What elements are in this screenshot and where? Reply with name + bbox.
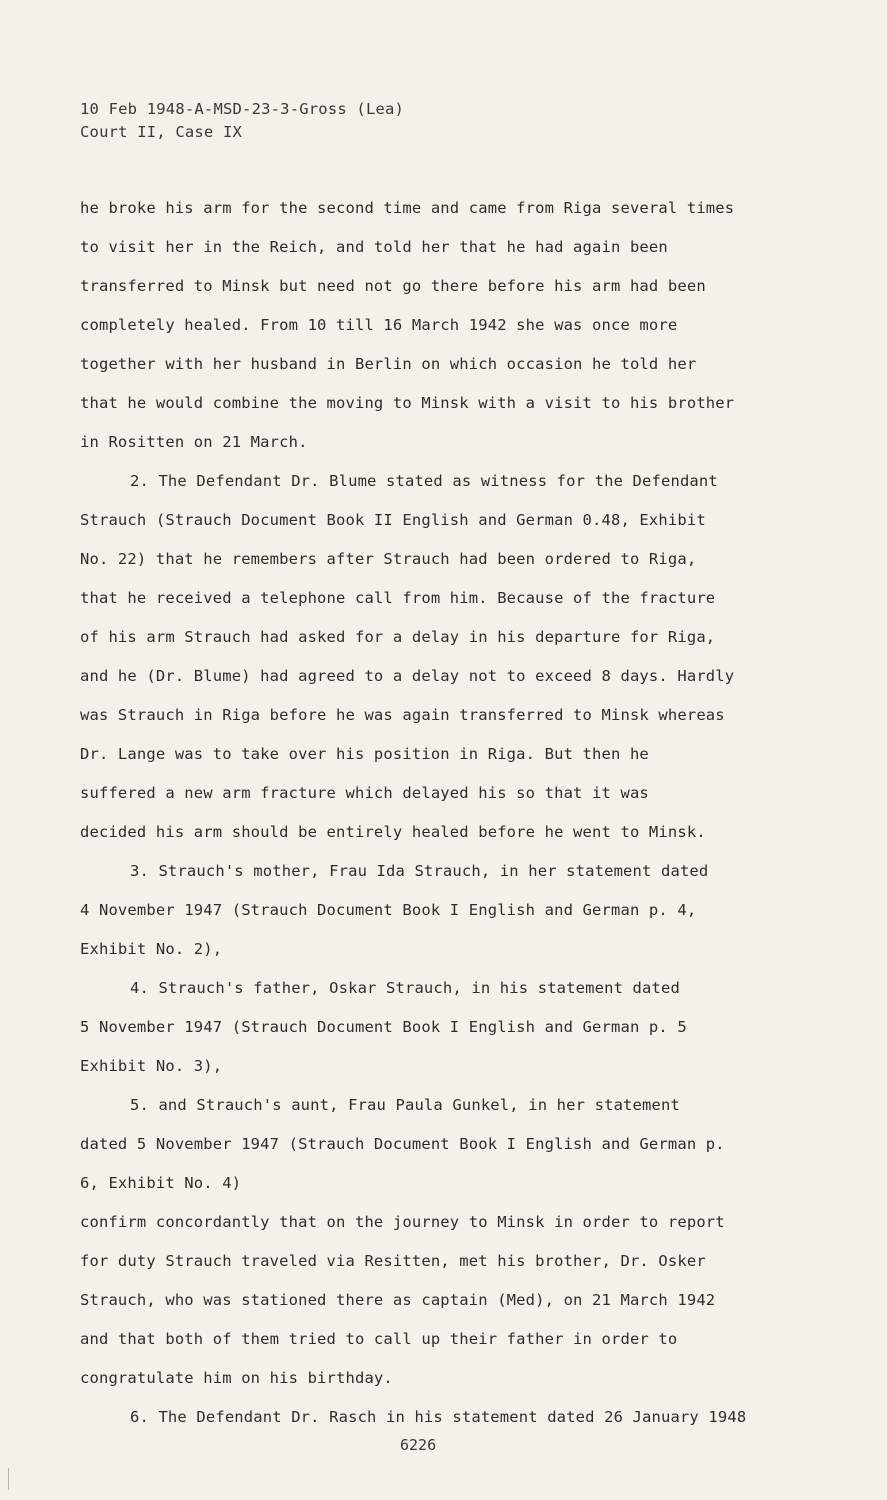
paragraph-3-start: 3. Strauch's mother, Frau Ida Strauch, in her statement dated	[130, 862, 709, 880]
text-line: 4 November 1947 (Strauch Document Book I English and German p. 4,	[80, 901, 697, 919]
text-line: dated 5 November 1947 (Strauch Document Book I English and German p.	[80, 1135, 725, 1153]
text-line: decided his arm should be entirely healed before he went to Minsk.	[80, 823, 706, 841]
text-line: Dr. Lange was to take over his position in Riga. But then he	[80, 745, 649, 763]
text-line: of his arm Strauch had asked for a delay in his departure for Riga,	[80, 628, 716, 646]
text-line: transferred to Minsk but need not go there before his arm had been	[80, 277, 706, 295]
paragraph-5-start: 5. and Strauch's aunt, Frau Paula Gunkel, in her statement	[130, 1096, 680, 1114]
text-line: was Strauch in Riga before he was again transferred to Minsk whereas	[80, 706, 725, 724]
text-line: to visit her in the Reich, and told her that he had again been	[80, 238, 668, 256]
text-line: that he received a telephone call from him. Because of the fracture	[80, 589, 716, 607]
text-line: that he would combine the moving to Minsk with a visit to his brother	[80, 394, 735, 412]
text-line: Strauch, who was stationed there as captain (Med), on 21 March 1942	[80, 1291, 716, 1309]
document-header	[80, 98, 404, 144]
paragraph-4-start: 4. Strauch's father, Oskar Strauch, in his statement dated	[130, 979, 680, 997]
text-line: No. 22) that he remembers after Strauch had been ordered to Riga,	[80, 550, 697, 568]
text-line: in Rositten on 21 March.	[80, 433, 308, 451]
text-line: Strauch (Strauch Document Book II English and German 0.48, Exhibit	[80, 511, 706, 529]
text-line: for duty Strauch traveled via Resitten, met his brother, Dr. Osker	[80, 1252, 706, 1270]
text-line: Exhibit No. 3),	[80, 1057, 223, 1075]
header-reference: 10 Feb 1948-A-MSD-23-3-Gross (Lea)	[80, 100, 405, 118]
text-line: suffered a new arm fracture which delayed his so that it was	[80, 784, 649, 802]
text-line: he broke his arm for the second time and came from Riga several times	[80, 199, 735, 217]
paragraph-6-start: 6. The Defendant Dr. Rasch in his statement dated 26 January 1948	[130, 1408, 747, 1426]
page-number: 6226	[400, 1436, 437, 1454]
text-line: 5 November 1947 (Strauch Document Book I English and German p. 5	[80, 1018, 687, 1036]
header-court-case: Court II, Case IX	[80, 123, 243, 141]
text-line: confirm concordantly that on the journey to Minsk in order to report	[80, 1213, 725, 1231]
document-body	[80, 189, 780, 1437]
text-line: completely healed. From 10 till 16 March 1942 she was once more	[80, 316, 678, 334]
text-line: Exhibit No. 2),	[80, 940, 223, 958]
paragraph-2-start: 2. The Defendant Dr. Blume stated as witness for the Defendant	[130, 472, 718, 490]
text-line: and he (Dr. Blume) had agreed to a delay not to exceed 8 days. Hardly	[80, 667, 735, 685]
text-line: and that both of them tried to call up their father in order to	[80, 1330, 678, 1348]
text-line: together with her husband in Berlin on which occasion he told her	[80, 355, 697, 373]
text-line: 6, Exhibit No. 4)	[80, 1174, 242, 1192]
margin-mark	[8, 1468, 9, 1490]
text-line: congratulate him on his birthday.	[80, 1369, 393, 1387]
